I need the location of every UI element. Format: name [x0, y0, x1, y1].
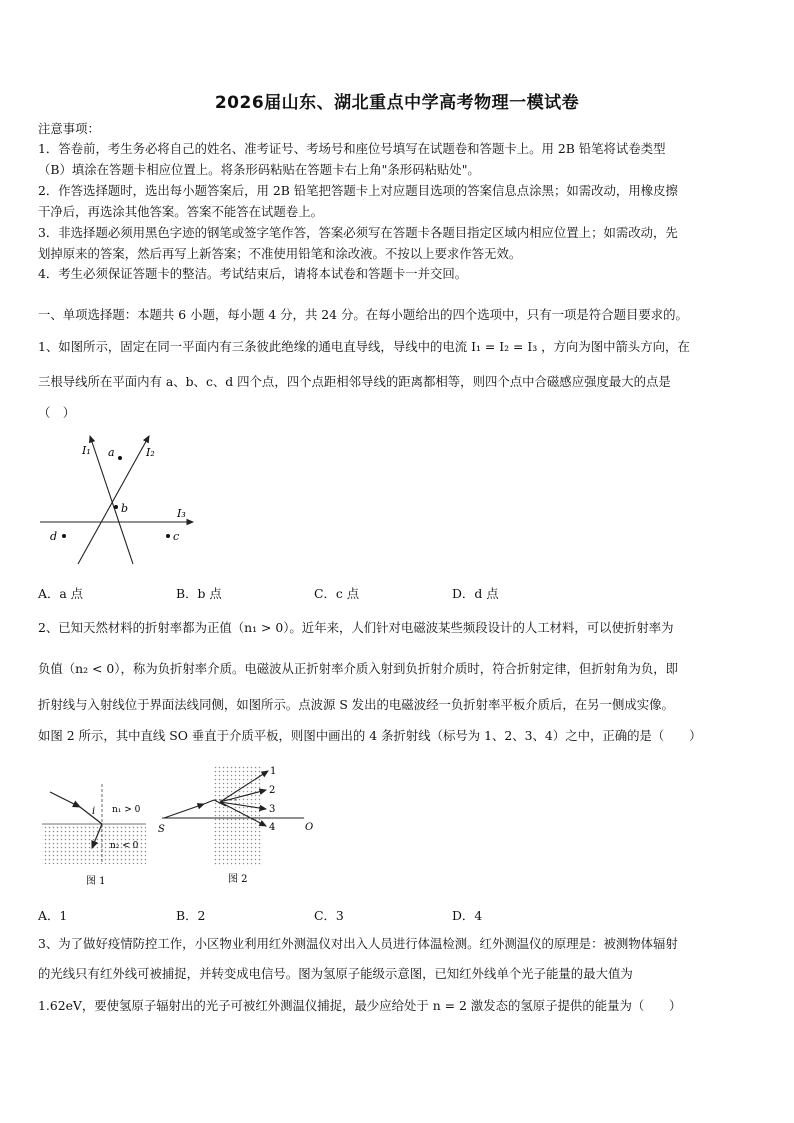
q2-option-a[interactable]: A．1: [38, 908, 68, 923]
fig2-caption: 图 2: [228, 874, 248, 885]
point-d: [62, 534, 66, 538]
source-ray: [164, 804, 204, 818]
q1-option-c[interactable]: C．c 点: [314, 586, 360, 601]
negative-index-slab: [214, 766, 262, 866]
q2-stem-line: 折射线与入射线位于界面法线同侧，如图所示。点波源 S 发出的电磁波经一负折射率平板介质后，在另一侧成实像。: [38, 697, 674, 712]
notice-heading: 注意事项：: [38, 121, 100, 136]
q2-stem-line: 2、已知天然材料的折射率都为正值（n₁ > 0）。近年来，人们针对电磁波某些频段设计的人工材料，可以使折射率为: [38, 620, 674, 635]
label-i1: I₁: [82, 444, 91, 457]
q1-stem-line: 三根导线所在平面内有 a、b、c、d 四个点，四个点距相邻导线的距离都相等，则四个点中合磁感应强度最大的点是: [38, 374, 671, 389]
q3-stem-line: 3、为了做好疫情防控工作，小区物业利用红外测温仪对出入人员进行体温检测。红外测温仪的原理是：被测物体辐射: [38, 936, 678, 951]
notice-line: 划掉原来的答案，然后再写上新答案；不准使用铅笔和涂改液。不按以上要求作答无效。: [38, 246, 522, 261]
q1-option-d[interactable]: D．d 点: [452, 586, 499, 601]
source-ray-tail: [204, 800, 214, 804]
notice-line: 3．非选择题必须用黑色字迹的钢笔或签字笔作答，答案必须写在答题卡各题目指定区域内相应位置上；如需改动，先: [38, 225, 678, 240]
q1-option-b[interactable]: B．b 点: [176, 586, 222, 601]
q2-stem-line: 如图 2 所示，其中直线 SO 垂直于介质平板，则图中画出的 4 条折射线（标号为 1、2、3、4）之中，正确的是（ ）: [38, 728, 702, 743]
label-d: d: [50, 530, 58, 543]
label-b: b: [121, 502, 129, 515]
exam-title: 2026届山东、湖北重点中学高考物理一模试卷: [214, 93, 580, 113]
label-s: S: [158, 824, 165, 835]
q1-option-a[interactable]: A．a 点: [38, 586, 84, 601]
q2-option-b[interactable]: B．2: [176, 908, 206, 923]
q3-stem-line: 1.62eV，要使氢原子辐射出的光子可被红外测温仪捕捉，最少应给处于 n = 2 激发态的氢原子提供的能量为（ ）: [38, 998, 682, 1013]
notice-line: 4．考生必须保证答题卡的整洁。考试结束后，请将本试卷和答题卡一并交回。: [38, 266, 468, 281]
section-heading: 一、单项选择题：本题共 6 小题，每小题 4 分，共 24 分。在每小题给出的四个选项中，只有一项是符合题目要求的。: [38, 307, 688, 322]
label-a: a: [108, 446, 115, 459]
fig1-caption: 图 1: [86, 876, 106, 887]
q2-stem-line: 负值（n₂ < 0），称为负折射率介质。电磁波从正折射率介质入射到负折射介质时，符合折射定律，但折射角为负，即: [38, 661, 679, 676]
q1-stem-line: （ ）: [38, 405, 76, 420]
label-o: O: [305, 822, 314, 833]
label-c: c: [173, 530, 180, 543]
label-i3: I₃: [177, 507, 186, 520]
point-a: [118, 456, 122, 460]
notice-line: 2．作答选择题时，选出每小题答案后，用 2B 铅笔把答题卡上对应题目选项的答案信息点涂黑；如需改动，用橡皮擦: [38, 183, 678, 198]
label-n1: n₁ > 0: [112, 805, 141, 815]
incident-ray-tail: [80, 807, 102, 824]
notice-line: 1．答卷前，考生务必将自己的姓名、准考证号、考场号和座位号填写在试题卷和答题卡上。用 2B 铅笔将试卷类型: [38, 141, 666, 156]
q1-stem-line: 1、如图所示，固定在同一平面内有三条彼此绝缘的通电直导线，导线中的电流 I₁ = I₂ = I₃ ，方向为图中箭头方向，在: [38, 339, 690, 354]
label-i: i: [92, 806, 96, 817]
incident-ray: [50, 792, 80, 807]
notice-line: 干净后，再选涂其他答案。答案不能答在试题卷上。: [38, 204, 323, 219]
q3-stem-line: 的光线只有红外线可被捕捉，并转变成电信号。图为氢原子能级示意图，已知红外线单个光子能量的最大值为: [38, 966, 633, 981]
q2-option-d[interactable]: D．4: [452, 908, 483, 923]
label-ray-1: 1: [270, 766, 277, 777]
q2-figure-2: [158, 762, 326, 892]
label-ray-2: 2: [269, 785, 276, 796]
label-ray-4: 4: [269, 822, 276, 833]
label-i2: I₂: [146, 446, 155, 459]
notice-line: （B）填涂在答题卡相应位置上。将条形码粘贴在答题卡右上角"条形码粘贴处"。: [38, 162, 480, 177]
q2-figure-1: [40, 782, 152, 892]
label-n2: n₂ < 0: [110, 841, 139, 851]
label-ray-3: 3: [269, 804, 276, 815]
point-b: [114, 505, 118, 509]
point-c: [166, 534, 170, 538]
q2-option-c[interactable]: C．3: [314, 908, 344, 923]
q1-wires-figure: [38, 432, 208, 572]
